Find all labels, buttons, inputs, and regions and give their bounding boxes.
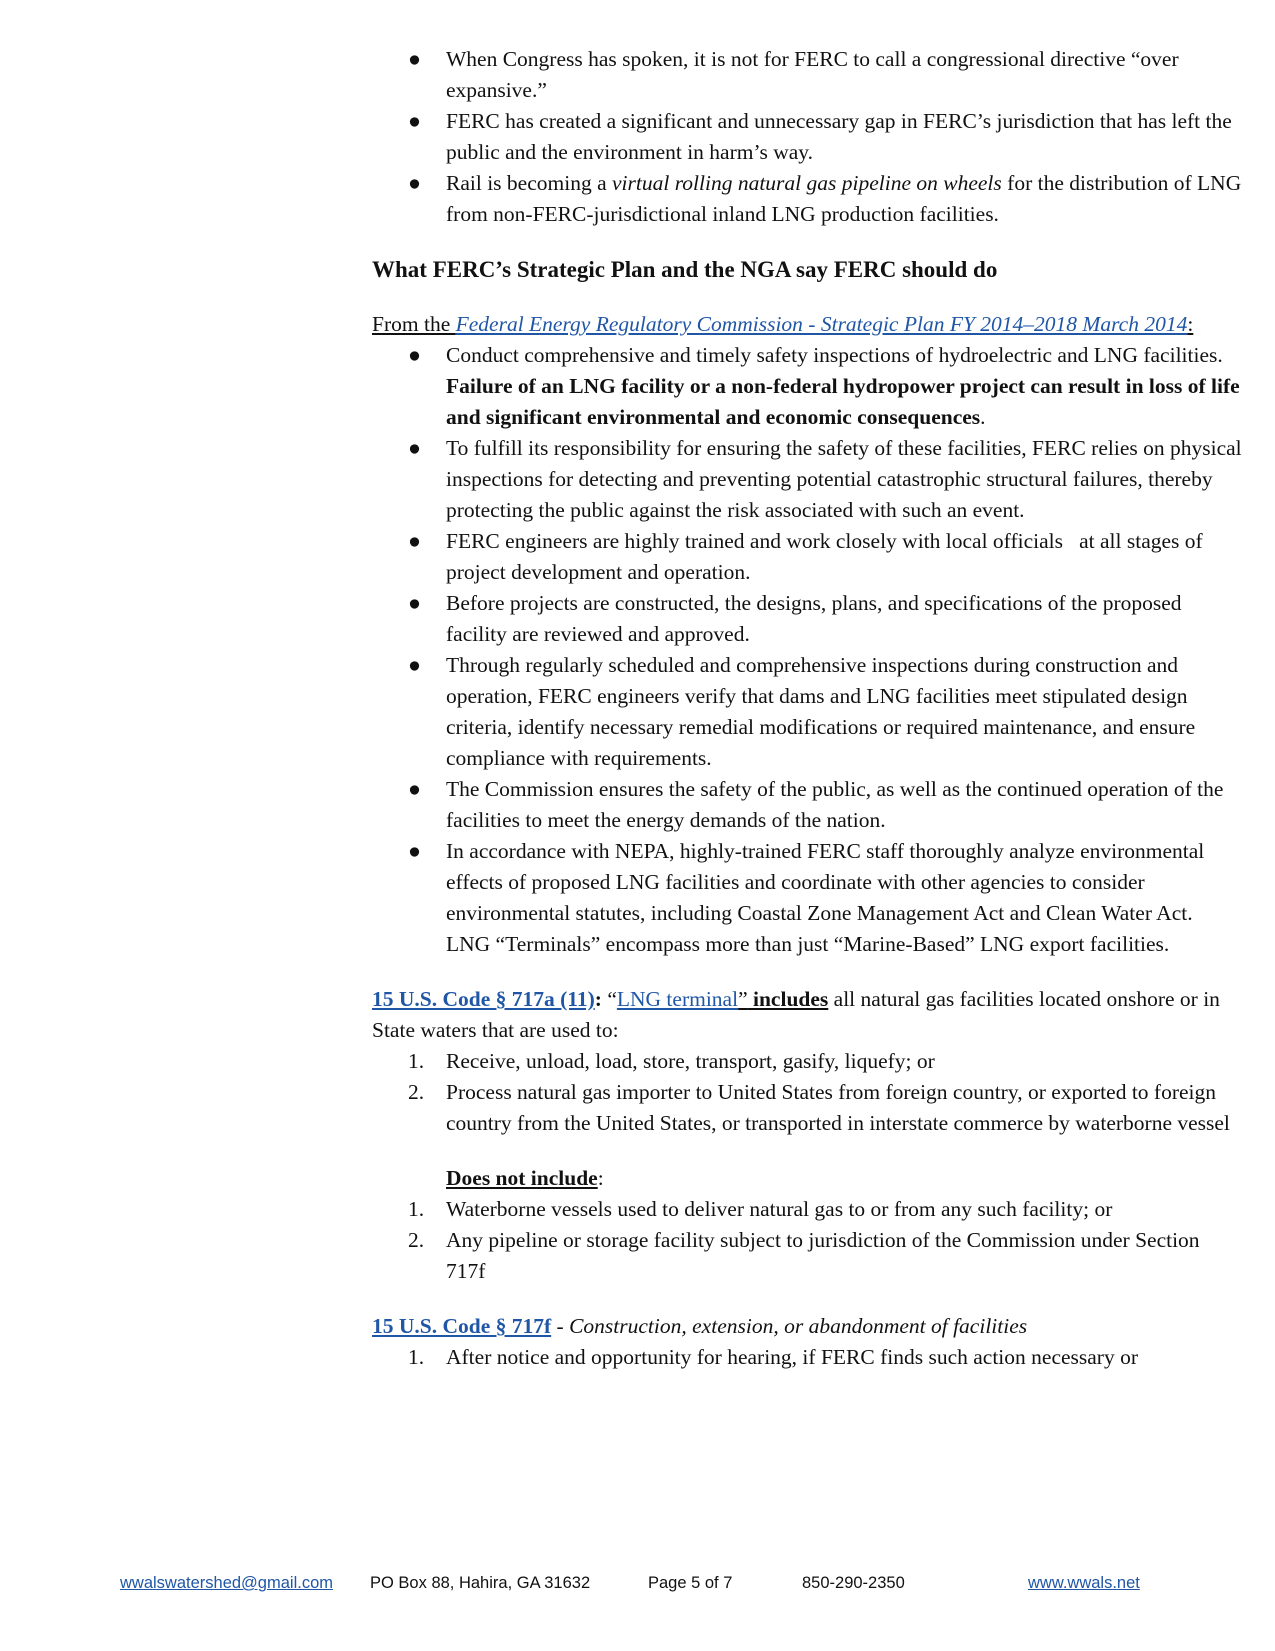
list-item: ● In accordance with NEPA, highly-trained FERC staff thoroughly analyze environmental effects of proposed LNG facilities and coordinate with other agencies to consider environmental statutes, including Coastal Zone Management Act and Clean Water Act. LNG “Terminals” encompass more than just “Marine-Based” LNG export facilities.	[372, 836, 1242, 960]
list-item: ● FERC engineers are highly trained and work closely with local officials at all stages of project development and operation.	[372, 526, 1242, 588]
final-list	[372, 1342, 1242, 1373]
bullet-icon: ●	[408, 47, 421, 71]
list-item: ● Before projects are constructed, the designs, plans, and specifications of the proposed facility are reviewed and approved.	[372, 588, 1242, 650]
bullet-icon: ●	[408, 777, 421, 801]
footer-page-number: Page 5 of 7	[648, 1574, 733, 1592]
list-item: 2. Any pipeline or storage facility subject to jurisdiction of the Commission under Section 717f	[408, 1228, 1200, 1283]
includes-label: includes	[753, 987, 829, 1011]
bullet-icon: ●	[408, 653, 421, 677]
page-footer	[0, 1574, 1275, 1598]
list-item: ● When Congress has spoken, it is not for FERC to call a congressional directive “over expansive.”	[372, 44, 1242, 106]
excludes-list	[372, 1194, 1242, 1287]
strategic-plan-link[interactable]: Federal Energy Regulatory Commission - Strategic Plan FY 2014–2018 March 2014	[455, 312, 1188, 336]
plan-bullet-list	[372, 340, 1242, 960]
code-717f-paragraph: 15 U.S. Code § 717f - Construction, extension, or abandonment of facilities	[372, 1314, 1028, 1338]
code-717a-paragraph: 15 U.S. Code § 717a (11): “LNG terminal” includes all natural gas facilities located onshore or in State waters that are used to:	[372, 987, 1220, 1042]
bullet-icon: ●	[408, 529, 421, 553]
list-item: ● FERC has created a significant and unnecessary gap in FERC’s jurisdiction that has left the public and the environment in harm’s way.	[372, 106, 1242, 168]
top-bullet-list	[372, 44, 1242, 230]
footer-address: PO Box 88, Hahira, GA 31632	[370, 1574, 591, 1592]
code-717a-link[interactable]: 15 U.S. Code § 717a (11)	[372, 987, 595, 1011]
bullet-icon: ●	[408, 109, 421, 133]
page-content	[372, 44, 1242, 1373]
list-item: 1. Receive, unload, load, store, transport, gasify, liquefy; or	[408, 1049, 935, 1073]
code-717f-link[interactable]: 15 U.S. Code § 717f	[372, 1314, 552, 1338]
footer-website-link[interactable]: www.wwals.net	[1028, 1574, 1140, 1592]
bullet-icon: ●	[408, 591, 421, 615]
does-not-include-heading: Does not include:	[446, 1166, 604, 1190]
list-item: ● Through regularly scheduled and comprehensive inspections during construction and operation, FERC engineers verify that dams and LNG facilities meet stipulated design criteria, identify necessary remedial modifications or required maintenance, and ensure compliance with requirements.	[372, 650, 1242, 774]
bullet-icon: ●	[408, 343, 421, 367]
bullet-icon: ●	[408, 436, 421, 460]
list-item: 2. Process natural gas importer to United States from foreign country, or exported to foreign country from the United States, or transported in interstate commerce by waterborne vessel	[408, 1080, 1230, 1135]
italic-phrase: virtual rolling natural gas pipeline on wheels	[612, 171, 1002, 195]
list-item: ● To fulfill its responsibility for ensuring the safety of these facilities, FERC relies on physical inspections for detecting and preventing potential catastrophic structural failures, thereby protecting the public against the risk associated with such an event.	[372, 433, 1242, 526]
list-item: 1. After notice and opportunity for hearing, if FERC finds such action necessary or	[408, 1345, 1138, 1369]
bullet-icon: ●	[408, 839, 421, 863]
footer-phone: 850-290-2350	[802, 1574, 905, 1592]
lng-terminal-link[interactable]: LNG terminal	[616, 987, 739, 1011]
list-item: ● Conduct comprehensive and timely safety inspections of hydroelectric and LNG facilities. Failure of an LNG facility or a non-federal hydropower project can result in loss of life and significant environmental and economic consequences.	[372, 340, 1242, 433]
section-heading: What FERC’s Strategic Plan and the NGA say FERC should do	[372, 257, 998, 282]
footer-email-link[interactable]: wwalswatershed@gmail.com	[120, 1574, 333, 1592]
list-item: ● The Commission ensures the safety of the public, as well as the continued operation of the facilities to meet the energy demands of the nation.	[372, 774, 1242, 836]
bullet-icon: ●	[408, 171, 421, 195]
includes-list	[372, 1046, 1242, 1139]
list-item: 1. Waterborne vessels used to deliver natural gas to or from any such facility; or	[408, 1197, 1113, 1221]
source-line: From the Federal Energy Regulatory Commission - Strategic Plan FY 2014–2018 March 2014:	[372, 312, 1194, 336]
list-item: ● Rail is becoming a virtual rolling natural gas pipeline on wheels for the distribution of LNG from non-FERC-jurisdictional inland LNG production facilities.	[372, 168, 1242, 230]
